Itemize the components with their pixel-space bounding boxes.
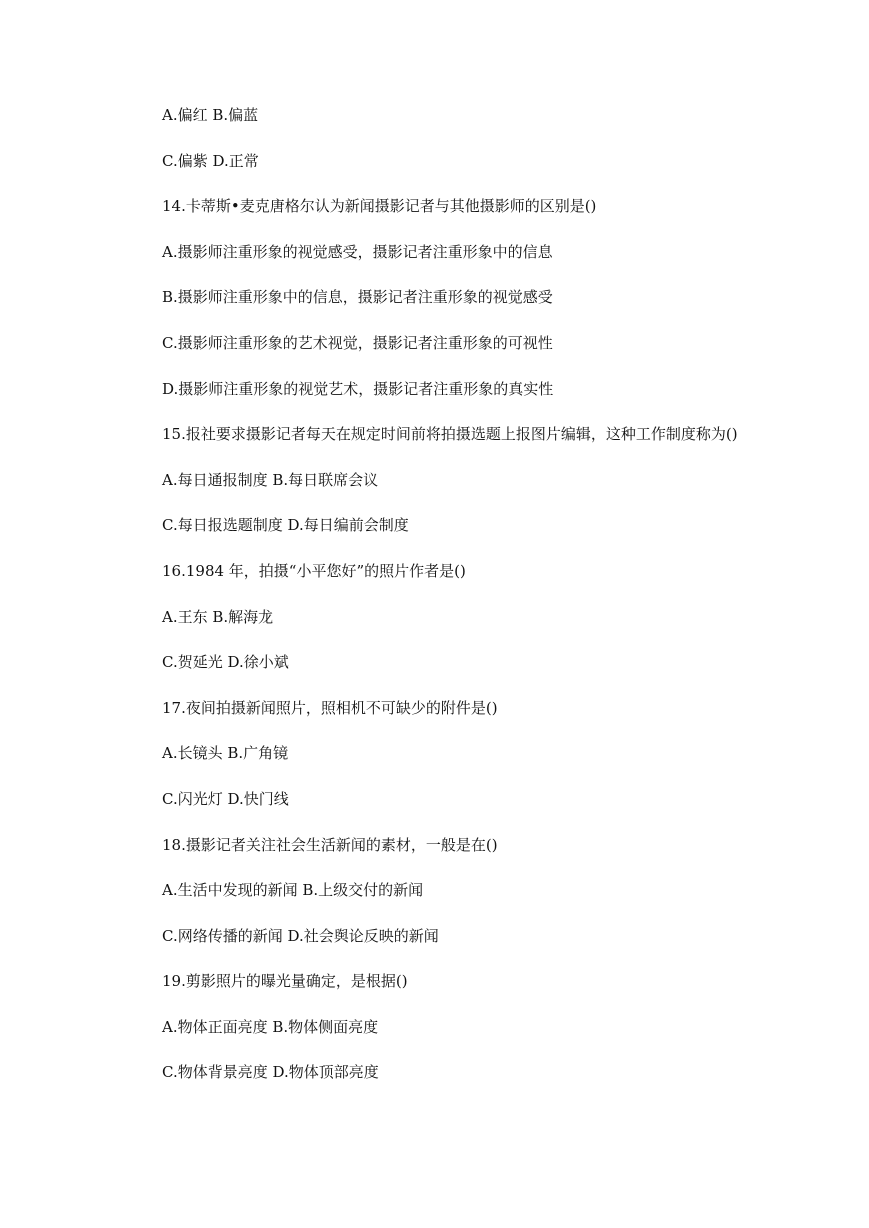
question-16: 16.1984 年，拍摄“小平您好”的照片作者是() xyxy=(162,561,466,580)
question-14: 14.卡蒂斯•麦克唐格尔认为新闻摄影记者与其他摄影师的区别是() xyxy=(162,197,597,216)
option-line-19-ab: A.物体正面亮度 B.物体侧面亮度 xyxy=(162,1017,379,1036)
option-line-14-d: D.摄影师注重形象的视觉艺术，摄影记者注重形象的真实性 xyxy=(162,379,554,398)
option-line-13-cd: C.偏紫 D.正常 xyxy=(162,151,259,170)
option-line-16-ab: A.王东 B.解海龙 xyxy=(162,607,274,626)
question-15: 15.报社要求摄影记者每天在规定时间前将拍摄选题上报图片编辑，这种工作制度称为() xyxy=(162,425,738,444)
question-17: 17.夜间拍摄新闻照片，照相机不可缺少的附件是() xyxy=(162,698,498,717)
option-line-14-b: B.摄影师注重形象中的信息，摄影记者注重形象的视觉感受 xyxy=(162,288,553,307)
option-line-16-cd: C.贺延光 D.徐小斌 xyxy=(162,653,289,672)
question-19: 19.剪影照片的曝光量确定，是根据() xyxy=(162,972,408,991)
option-line-15-ab: A.每日通报制度 B.每日联席会议 xyxy=(162,470,379,489)
option-line-13-ab: A.偏红 B.偏蓝 xyxy=(162,106,259,124)
question-text-block xyxy=(162,104,802,1107)
question-18: 18.摄影记者关注社会生活新闻的素材，一般是在() xyxy=(162,835,498,854)
option-line-14-a: A.摄影师注重形象的视觉感受，摄影记者注重形象中的信息 xyxy=(162,242,553,261)
option-line-17-cd: C.闪光灯 D.快门线 xyxy=(162,789,289,808)
option-line-14-c: C.摄影师注重形象的艺术视觉，摄影记者注重形象的可视性 xyxy=(162,333,553,352)
option-line-15-cd: C.每日报选题制度 D.每日编前会制度 xyxy=(162,516,409,535)
option-line-17-ab: A.长镜头 B.广角镜 xyxy=(162,744,289,763)
option-line-18-cd: C.网络传播的新闻 D.社会舆论反映的新闻 xyxy=(162,926,439,945)
option-line-18-ab: A.生活中发现的新闻 B.上级交付的新闻 xyxy=(162,881,424,900)
option-line-19-cd: C.物体背景亮度 D.物体顶部亮度 xyxy=(162,1063,379,1082)
